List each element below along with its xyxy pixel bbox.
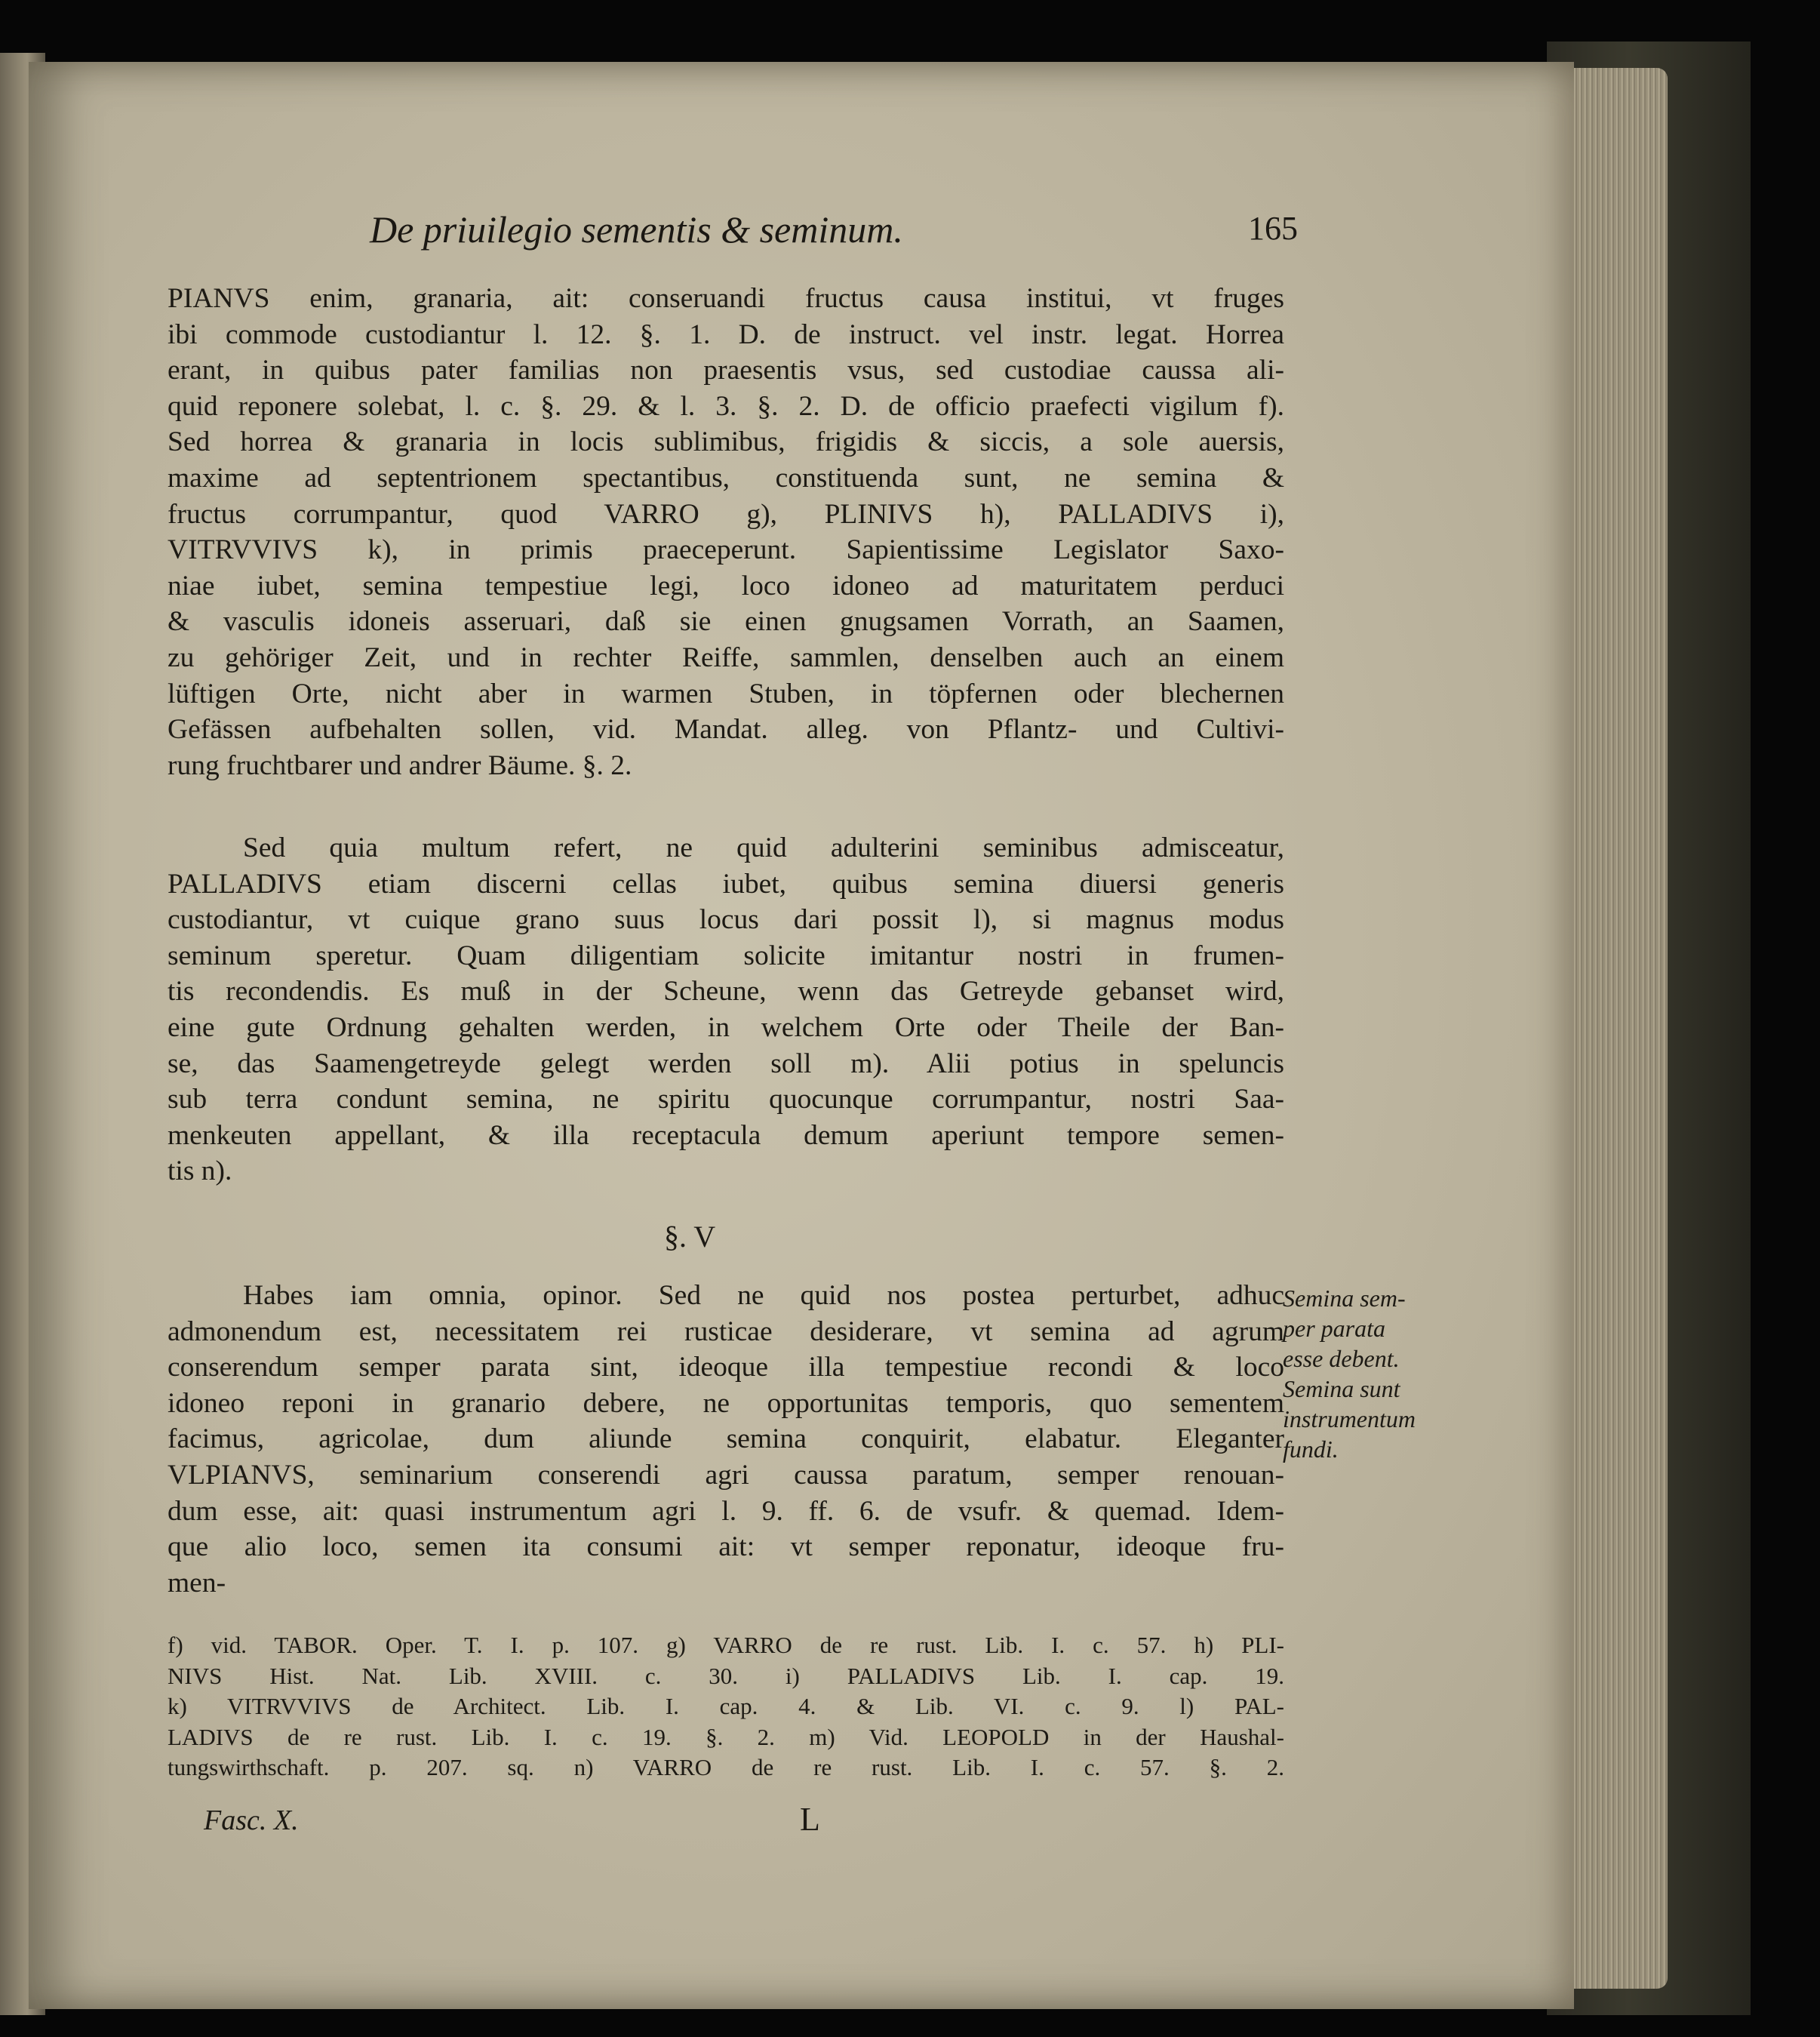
text-line: Sed horrea & granaria in locis sublimibus, frigidis & siccis, a sole auersis, bbox=[168, 426, 1284, 458]
running-header bbox=[370, 208, 1298, 260]
text-line: fructus corrumpantur, quod VARRO g), PLINIVS h), PALLADIVS i), bbox=[168, 498, 1284, 530]
text-line: sub terra condunt semina, ne spiritu quocunque corrumpantur, nostri Saa- bbox=[168, 1084, 1284, 1115]
page-number: 165 bbox=[1248, 210, 1298, 247]
margin-line: fundi. bbox=[1283, 1435, 1339, 1463]
header-title: De priuilegio sementis & seminum. bbox=[370, 208, 903, 251]
footnote-line: f) vid. TABOR. Oper. T. I. p. 107. g) VARRO de re rust. Lib. I. c. 57. h) PLI- bbox=[168, 1632, 1284, 1658]
text-line: que alio loco, semen ita consumi ait: vt semper reponatur, ideoque fru- bbox=[168, 1531, 1284, 1563]
gathering-letter: L bbox=[800, 1801, 820, 1838]
page-edges bbox=[1562, 68, 1668, 1989]
footnote-line: LADIVS de re rust. Lib. I. c. 19. §. 2. m) Vid. LEOPOLD in der Haushal- bbox=[168, 1723, 1284, 1750]
text-line: se, das Saamengetreyde gelegt werden soll m). Alii potius in speluncis bbox=[168, 1048, 1284, 1079]
text-line: lüftigen Orte, nicht aber in warmen Stuben, in töpfernen oder blechernen bbox=[168, 678, 1284, 709]
text-line: VITRVVIVS k), in primis praeceperunt. Sapientissime Legislator Saxo- bbox=[168, 534, 1284, 566]
text-line: Sed quia multum refert, ne quid adulterini seminibus admisceatur, bbox=[243, 832, 1284, 863]
text-line: admonendum est, necessitatem rei rusticae desiderare, vt semina ad agrum bbox=[168, 1315, 1284, 1347]
text-line: zu gehöriger Zeit, und in rechter Reiffe, sammlen, denselben auch an einem bbox=[168, 642, 1284, 673]
text-line: & vasculis idoneis asseruari, daß sie einen gnugsamen Vorrath, an Saamen, bbox=[168, 606, 1284, 638]
text-line: custodiantur, vt cuique grano suus locus dari possit l), si magnus modus bbox=[168, 904, 1284, 936]
margin-note bbox=[1283, 1283, 1456, 1464]
text-line: Habes iam omnia, opinor. Sed ne quid nos postea perturbet, adhuc bbox=[243, 1280, 1284, 1311]
text-line: ibi commode custodiantur l. 12. §. 1. D. de instruct. vel instr. legat. Horrea bbox=[168, 318, 1284, 350]
margin-line: esse debent. bbox=[1283, 1345, 1400, 1372]
text-line: dum esse, ait: quasi instrumentum agri l. 9. ff. 6. de vsufr. & quemad. Idem- bbox=[168, 1495, 1284, 1527]
text-line: Gefässen aufbehalten sollen, vid. Mandat. alleg. von Pflantz- und Cultivi- bbox=[168, 714, 1284, 746]
text-line: eine gute Ordnung gehalten werden, in welchem Orte oder Theile der Ban- bbox=[168, 1011, 1284, 1043]
paragraph-3 bbox=[168, 1278, 1284, 1601]
text-line: seminum speretur. Quam diligentiam solicite imitantur nostri in frumen- bbox=[168, 940, 1284, 971]
footnote-line: NIVS Hist. Nat. Lib. XVIII. c. 30. i) PALLADIVS Lib. I. cap. 19. bbox=[168, 1662, 1284, 1689]
text-line: PIANVS enim, granaria, ait: conseruandi fructus causa institui, vt fruges bbox=[168, 283, 1284, 314]
margin-line: Semina sem- bbox=[1283, 1285, 1406, 1312]
text-line: erant, in quibus pater familias non praesentis vsus, sed custodiae caussa ali- bbox=[168, 355, 1284, 386]
footnote-line: k) VITRVVIVS de Architect. Lib. I. cap. 4. & Lib. VI. c. 9. l) PAL- bbox=[168, 1693, 1284, 1719]
text-line: menkeuten appellant, & illa receptacula demum aperiunt tempore semen- bbox=[168, 1119, 1284, 1151]
signature-mark: Fasc. X. bbox=[204, 1805, 299, 1836]
text-line: men- bbox=[168, 1567, 226, 1599]
text-line: facimus, agricolae, dum aliunde semina conquirit, elabatur. Eleganter bbox=[168, 1423, 1284, 1455]
footnotes bbox=[168, 1630, 1284, 1783]
text-line: rung fruchtbarer und andrer Bäume. §. 2. bbox=[168, 749, 632, 781]
text-line: niae iubet, semina tempestiue legi, loco idoneo ad maturitatem perduci bbox=[168, 570, 1284, 602]
text-line: PALLADIVS etiam discerni cellas iubet, quibus semina diuersi generis bbox=[168, 868, 1284, 900]
margin-line: Semina sunt bbox=[1283, 1375, 1400, 1402]
margin-line: per parata bbox=[1283, 1315, 1385, 1342]
section-heading: §. V bbox=[664, 1220, 716, 1254]
paragraph-1 bbox=[168, 281, 1284, 783]
text-line: idoneo reponi in granario debere, ne opportunitas temporis, quo sementem bbox=[168, 1387, 1284, 1419]
text-line: maxime ad septentrionem spectantibus, constituenda sunt, ne semina & bbox=[168, 462, 1284, 494]
text-line: tis recondendis. Es muß in der Scheune, wenn das Getreyde gebanset wird, bbox=[168, 976, 1284, 1008]
text-line: quid reponere solebat, l. c. §. 29. & l. 3. §. 2. D. de officio praefecti vigilum f). bbox=[168, 390, 1284, 422]
margin-line: instrumentum bbox=[1283, 1405, 1416, 1432]
footnote-line: tungswirthschaft. p. 207. sq. n) VARRO de re rust. Lib. I. c. 57. §. 2. bbox=[168, 1754, 1284, 1780]
paragraph-2 bbox=[168, 830, 1284, 1189]
text-line: tis n). bbox=[168, 1155, 232, 1187]
text-line: conserendum semper parata sint, ideoque illa tempestiue recondi & loco bbox=[168, 1352, 1284, 1383]
text-line: VLPIANVS, seminarium conserendi agri caussa paratum, semper renouan- bbox=[168, 1459, 1284, 1491]
